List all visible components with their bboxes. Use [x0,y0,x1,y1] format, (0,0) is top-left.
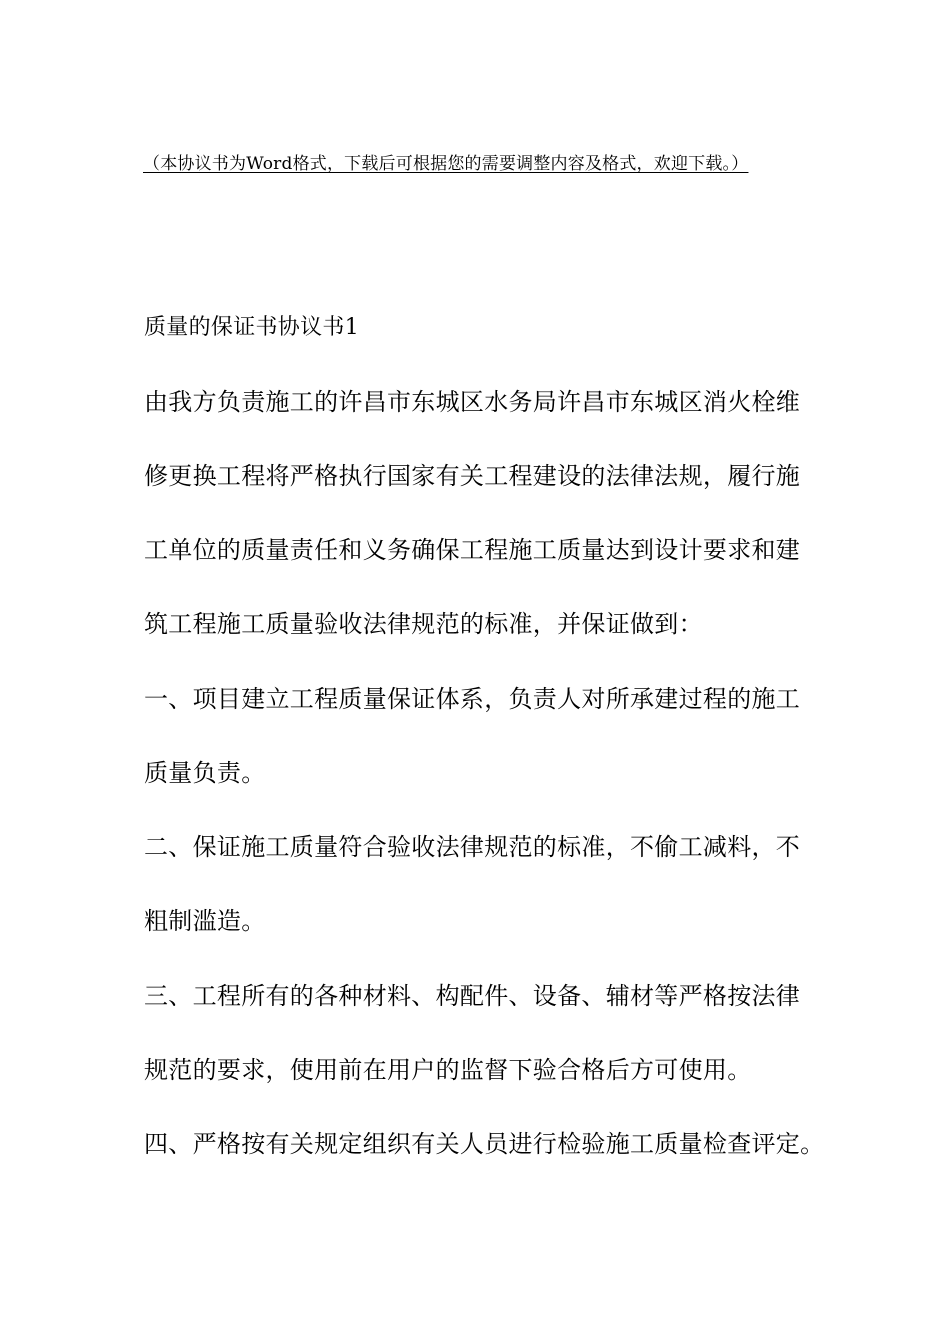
body-line-10: 规范的要求，使用前在用户的监督下验合格后方可使用。 [144,1056,752,1084]
body-line-5: 一、项目建立工程质量保证体系，负责人对所承建过程的施工 [144,685,801,713]
body-line-9: 三、工程所有的各种材料、构配件、设备、辅材等严格按法律 [144,982,801,1010]
body-line-3: 工单位的质量责任和义务确保工程施工质量达到设计要求和建 [144,536,801,564]
body-line-4: 筑工程施工质量验收法律规范的标准，并保证做到： [144,610,703,638]
document-title: 质量的保证书协议书1 [144,315,359,340]
body-line-1: 由我方负责施工的许昌市东城区水务局许昌市东城区消火栓维 [144,388,801,416]
body-line-11: 四、严格按有关规定组织有关人员进行检验施工质量检查评定。 [144,1130,825,1158]
body-line-8: 粗制滥造。 [144,907,266,935]
body-line-6: 质量负责。 [144,759,266,787]
format-notice: （本协议书为Word格式，下载后可根据您的需要调整内容及格式，欢迎下载。） [143,154,749,174]
body-line-2: 修更换工程将严格执行国家有关工程建设的法律法规，履行施 [144,462,801,490]
body-line-7: 二、保证施工质量符合验收法律规范的标准，不偷工减料，不 [144,833,801,861]
